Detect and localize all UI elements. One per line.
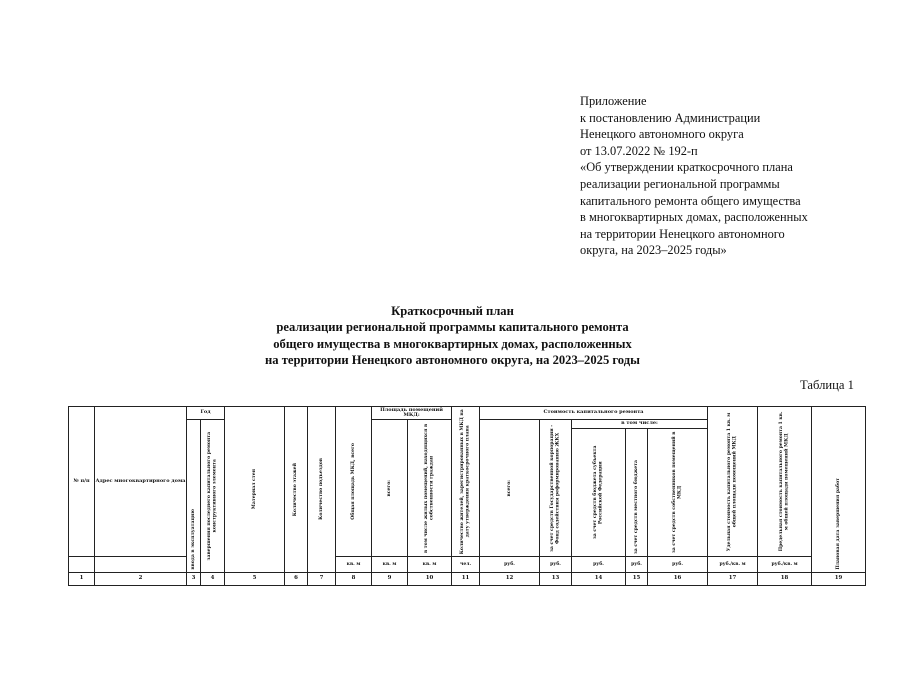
header-year-commissioning: ввода в эксплуатацию [187, 420, 201, 572]
column-number: 5 [225, 572, 285, 585]
document-title [150, 303, 755, 369]
appendix-line: «Об утверждении краткосрочного плана [580, 160, 793, 175]
header-premises-total: всего: [372, 420, 408, 557]
header-total-area: Общая площадь МКД, всего [336, 407, 372, 557]
plan-table [68, 406, 866, 586]
header-cost-regional: за счет средств бюджета субъекта Российской Федерации [572, 429, 626, 557]
header-cost-owners: за счет средств собственников помещений в МКД [648, 429, 708, 557]
column-number: 1 [69, 572, 95, 585]
appendix-line: округа, на 2023–2025 годы» [580, 243, 727, 258]
unit-residents: чел. [452, 557, 480, 572]
header-group-including: в том числе: [572, 420, 708, 429]
column-number: 17 [708, 572, 758, 585]
header-entrances: Количество подъездов [308, 407, 336, 573]
unit-cost-total: руб. [480, 557, 540, 572]
column-number: 6 [285, 572, 308, 585]
column-number: 12 [480, 572, 540, 585]
column-number: 15 [626, 572, 648, 585]
appendix-block [580, 93, 880, 259]
table-label: Таблица 1 [800, 378, 854, 392]
header-residents: Количество жителей, зарегистрированных в МКД на дату утверждения краткосрочного плана [452, 407, 480, 557]
header-premises-residential: в том числе жилых помещений, находящихся в собственности граждан [408, 420, 452, 557]
unit-total-area: кв. м [336, 557, 372, 572]
header-cost-fund: за счет средств Государственной корпорации - Фонд содействия реформированию ЖКХ [540, 420, 572, 557]
appendix-line: на территории Ненецкого автономного [580, 226, 785, 241]
appendix-line: Ненецкого автономного округа [580, 127, 744, 142]
appendix-line: от 13.07.2022 № 192-п [580, 143, 698, 158]
column-number: 4 [201, 572, 225, 585]
header-wall-material: Материал стен [225, 407, 285, 573]
header-group-cost: Стоимость капитального ремонта [480, 407, 708, 420]
column-number: 13 [540, 572, 572, 585]
title-line: реализации региональной программы капитального ремонта [276, 320, 629, 335]
header-year-last-repair: завершения последнего капитального ремонта конструктивного элемента [201, 420, 225, 572]
appendix-line: в многоквартирных домах, расположенных [580, 210, 808, 225]
header-unit-cost: Удельная стоимость капитального ремонта 1 кв. м общей площади помещений МКД [708, 407, 758, 557]
unit-cell-empty [69, 557, 95, 572]
header-planned-date: Плановая дата завершения работ [812, 407, 866, 573]
unit-premises-total: кв. м [372, 557, 408, 572]
unit-max-cost: руб./кв. м [758, 557, 812, 572]
appendix-line: к постановлению Администрации [580, 110, 761, 125]
column-number: 7 [308, 572, 336, 585]
column-number: 18 [758, 572, 812, 585]
unit-cost-owners: руб. [648, 557, 708, 572]
unit-cell-empty [95, 557, 187, 572]
column-number: 19 [812, 572, 866, 585]
column-number: 11 [452, 572, 480, 585]
header-floors: Количество этажей [285, 407, 308, 573]
header-max-cost: Предельная стоимость капитального ремонта 1 кв. м общей площади помещений МКД [758, 407, 812, 557]
unit-cost-regional: руб. [572, 557, 626, 572]
appendix-line: реализации региональной программы [580, 176, 780, 191]
header-cost-local: за счет средств местного бюджета [626, 429, 648, 557]
title-line: на территории Ненецкого автономного округа, на 2023–2025 годы [265, 353, 640, 368]
column-number: 16 [648, 572, 708, 585]
unit-cost-fund: руб. [540, 557, 572, 572]
header-cost-total: всего: [480, 420, 540, 557]
header-address: Адрес многоквартирного дома [95, 407, 187, 557]
title-line: Краткосрочный план [391, 304, 514, 318]
appendix-line: капитального ремонта общего имущества [580, 193, 801, 208]
title-line: общего имущества в многоквартирных домах, расположенных [273, 336, 632, 351]
column-number: 8 [336, 572, 372, 585]
header-group-premises-area: Площадь помещений МКД: [372, 407, 452, 420]
header-group-year: Год [187, 407, 225, 420]
unit-unit-cost: руб./кв. м [708, 557, 758, 572]
unit-premises-residential: кв. м [408, 557, 452, 572]
column-number: 3 [187, 572, 201, 585]
unit-cost-local: руб. [626, 557, 648, 572]
appendix-line: Приложение [580, 94, 647, 108]
column-number: 10 [408, 572, 452, 585]
column-number: 2 [95, 572, 187, 585]
column-number: 9 [372, 572, 408, 585]
column-number: 14 [572, 572, 626, 585]
header-row-number: № п/п [69, 407, 95, 557]
